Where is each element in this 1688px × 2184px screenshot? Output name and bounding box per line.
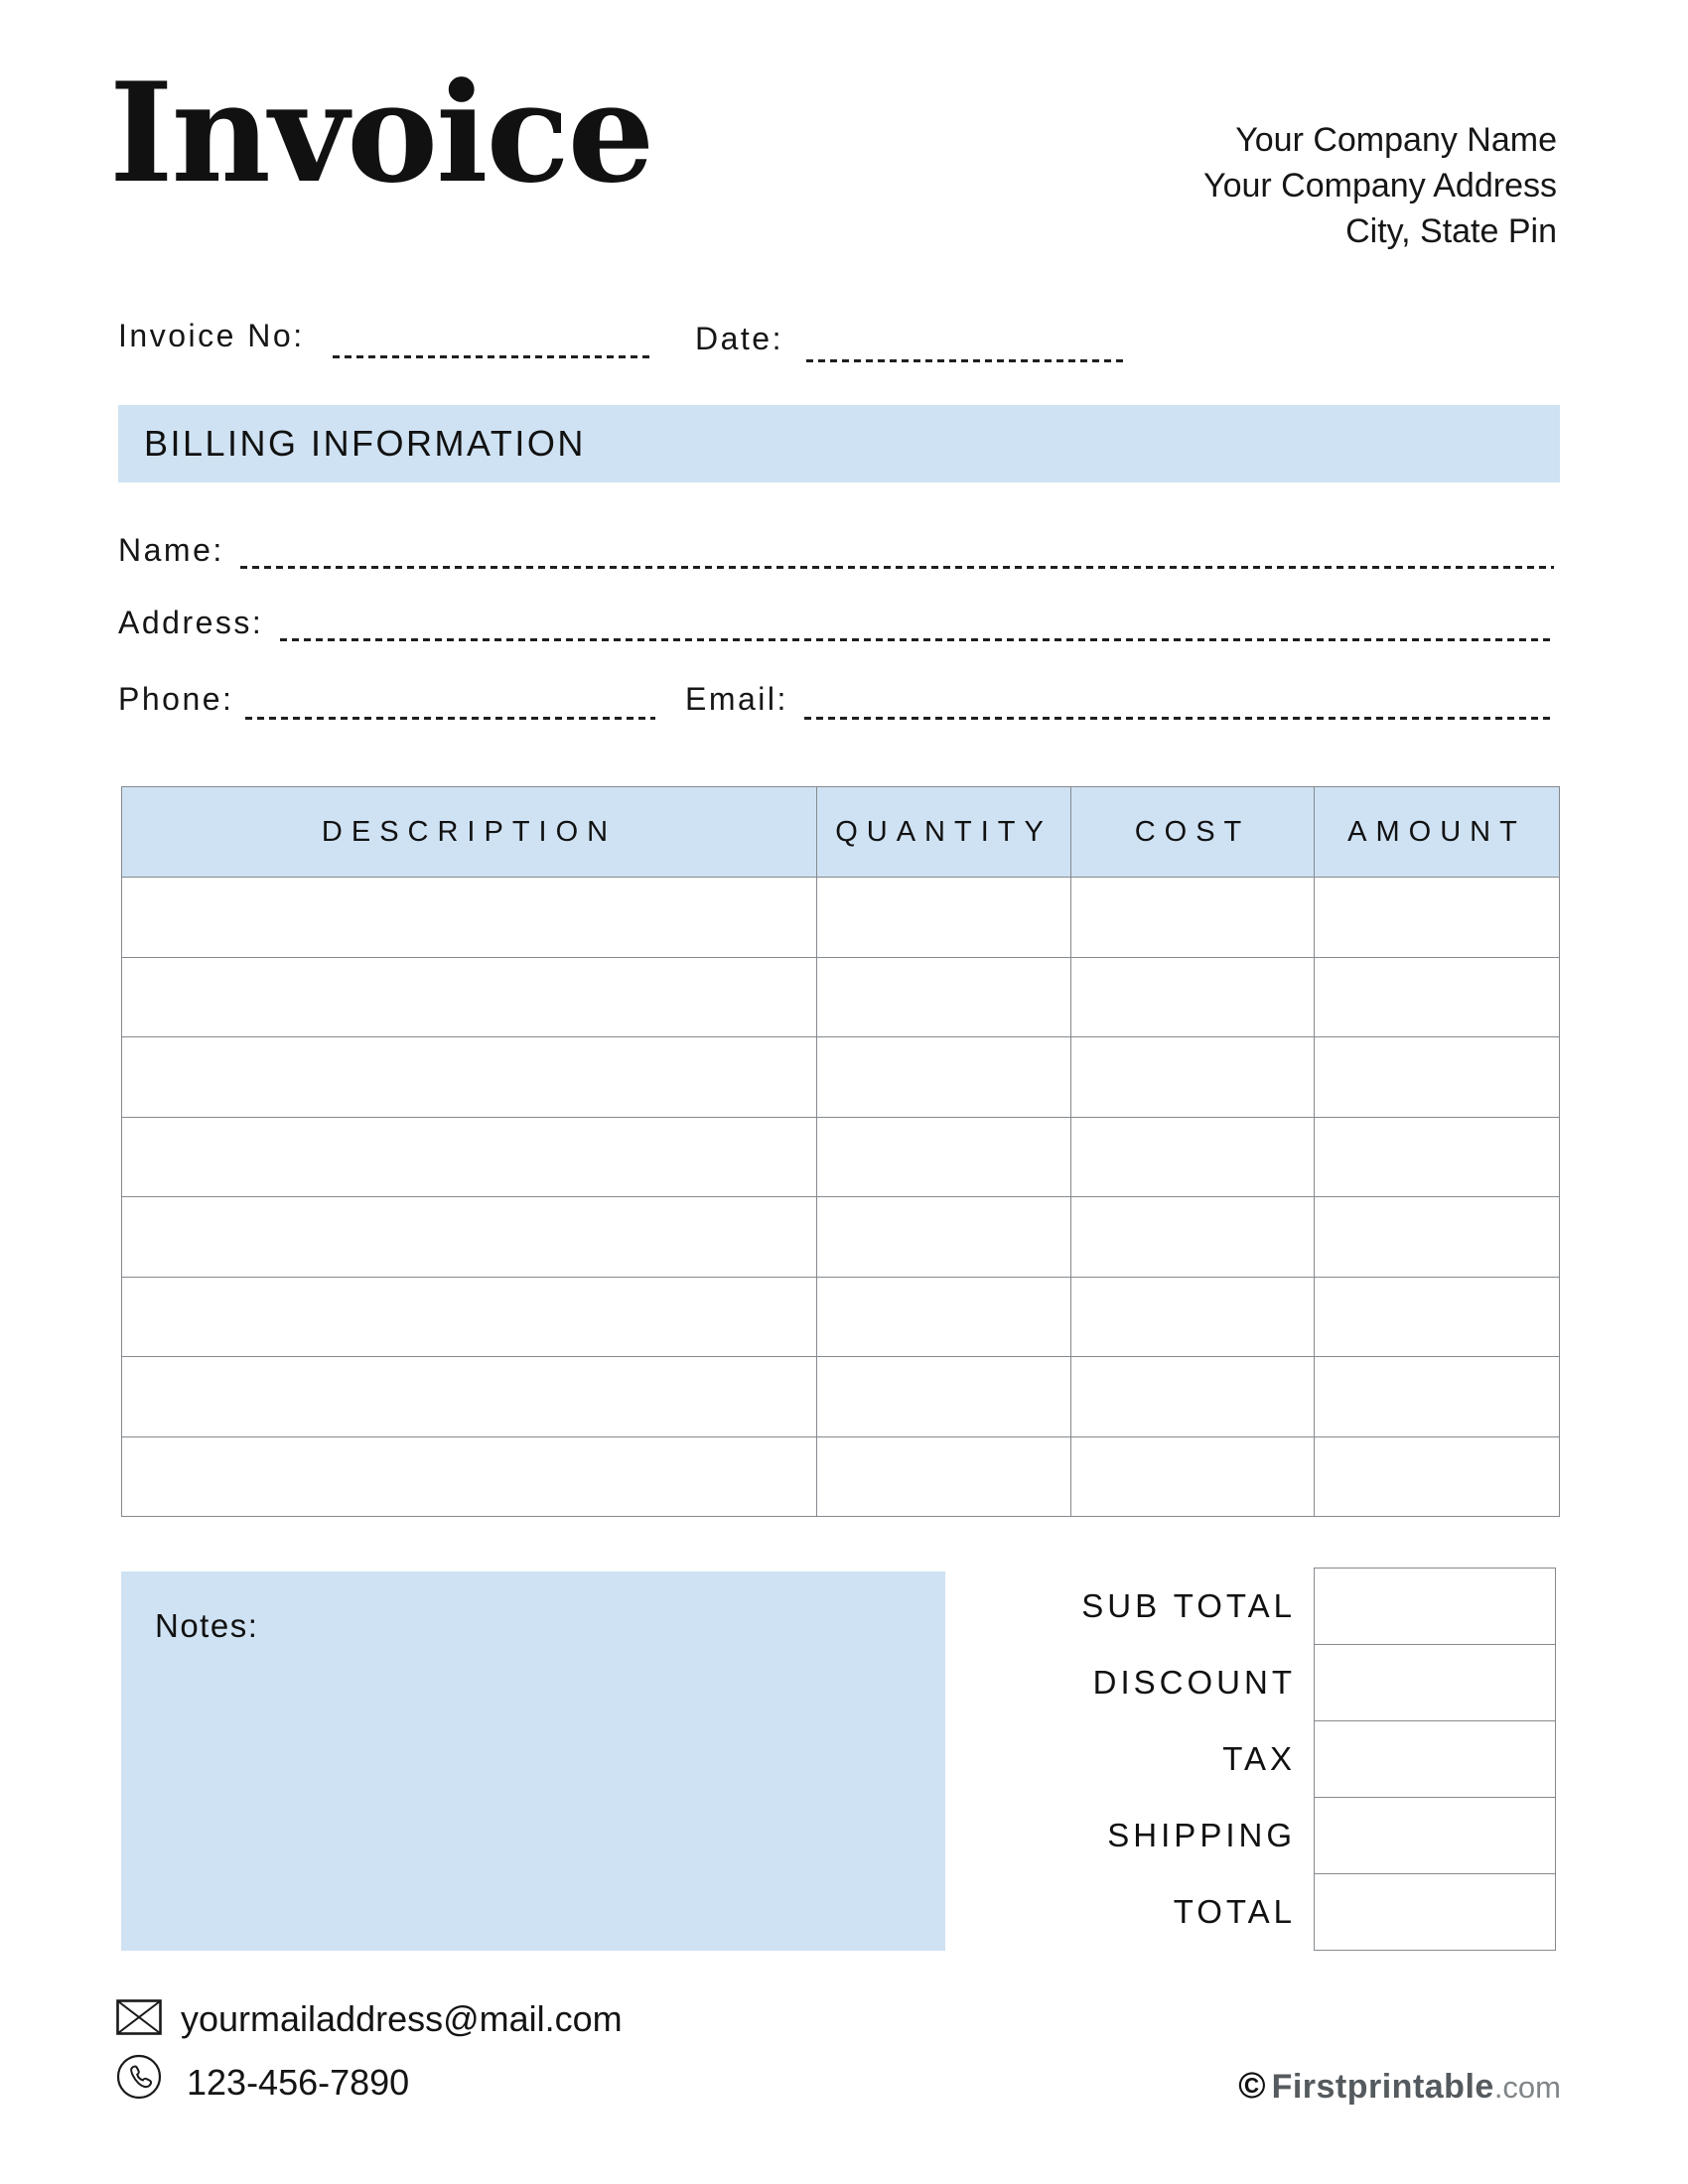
cell-cost[interactable]	[1071, 1277, 1315, 1357]
table-row	[122, 1357, 1560, 1437]
cell-quantity[interactable]	[817, 1117, 1071, 1197]
phone-label: Phone:	[118, 681, 234, 717]
company-city-state: City, State Pin	[1345, 212, 1557, 250]
table-row	[122, 1277, 1560, 1357]
cell-amount[interactable]	[1315, 1037, 1560, 1118]
subtotal-label: SUB TOTAL	[1081, 1587, 1296, 1624]
cell-cost[interactable]	[1071, 957, 1315, 1037]
cell-amount[interactable]	[1315, 878, 1560, 958]
table-header-row	[122, 787, 1560, 878]
cell-amount[interactable]	[1315, 1436, 1560, 1517]
cell-description[interactable]	[122, 1197, 817, 1278]
cell-cost[interactable]	[1071, 878, 1315, 958]
email-icon	[116, 1999, 162, 2040]
cell-description[interactable]	[122, 878, 817, 958]
cell-description[interactable]	[122, 1277, 817, 1357]
email-label: Email:	[685, 681, 788, 717]
notes-label: Notes:	[155, 1607, 259, 1644]
cell-cost[interactable]	[1071, 1436, 1315, 1517]
company-name: Your Company Name	[1235, 121, 1557, 159]
contact-phone[interactable]: 123-456-7890	[187, 2062, 410, 2103]
shipping-value-box[interactable]	[1314, 1797, 1556, 1874]
cell-quantity[interactable]	[817, 1436, 1071, 1517]
page-title: Invoice	[109, 52, 653, 213]
column-header-quantity: QUANTITY	[817, 787, 1071, 878]
table-row	[122, 1436, 1560, 1517]
name-label: Name:	[118, 532, 224, 568]
column-header-description: DESCRIPTION	[122, 787, 817, 878]
cell-quantity[interactable]	[817, 1037, 1071, 1118]
cell-description[interactable]	[122, 1357, 817, 1437]
cell-quantity[interactable]	[817, 957, 1071, 1037]
cell-amount[interactable]	[1315, 1277, 1560, 1357]
cell-description[interactable]	[122, 957, 817, 1037]
brand-name: Firstprintable	[1271, 2068, 1494, 2106]
invoice-no-label: Invoice No:	[118, 318, 305, 353]
cell-cost[interactable]	[1071, 1197, 1315, 1278]
email-field-line[interactable]	[804, 717, 1554, 720]
column-header-amount: AMOUNT	[1315, 787, 1560, 878]
invoice-no-field-line[interactable]	[333, 355, 650, 358]
cell-amount[interactable]	[1315, 957, 1560, 1037]
date-field-line[interactable]	[806, 359, 1124, 362]
table-row	[122, 957, 1560, 1037]
total-label: TOTAL	[1173, 1893, 1296, 1930]
table-row	[122, 1037, 1560, 1118]
cell-amount[interactable]	[1315, 1357, 1560, 1437]
table-row	[122, 878, 1560, 958]
cell-amount[interactable]	[1315, 1117, 1560, 1197]
subtotal-value-box[interactable]	[1314, 1568, 1556, 1645]
totals-labels	[794, 1568, 1296, 1950]
cell-amount[interactable]	[1315, 1197, 1560, 1278]
cell-cost[interactable]	[1071, 1357, 1315, 1437]
table-row	[122, 1197, 1560, 1278]
date-label: Date:	[695, 321, 783, 356]
table-row	[122, 1117, 1560, 1197]
contact-email[interactable]: yourmailaddress@mail.com	[181, 1998, 623, 2039]
totals-boxes	[1314, 1568, 1556, 1951]
company-info-block	[1203, 117, 1557, 254]
address-label: Address:	[118, 605, 264, 640]
phone-field-line[interactable]	[245, 717, 655, 720]
brand-suffix: .com	[1493, 2070, 1561, 2105]
cell-quantity[interactable]	[817, 878, 1071, 958]
line-items-table	[121, 786, 1560, 1517]
name-field-line[interactable]	[240, 566, 1554, 569]
cell-quantity[interactable]	[817, 1277, 1071, 1357]
discount-value-box[interactable]	[1314, 1644, 1556, 1721]
cell-description[interactable]	[122, 1436, 817, 1517]
total-value-box[interactable]	[1314, 1873, 1556, 1951]
copyright-icon: ©	[1238, 2065, 1266, 2106]
billing-information-heading: BILLING INFORMATION	[118, 405, 1560, 482]
tax-value-box[interactable]	[1314, 1720, 1556, 1798]
cell-description[interactable]	[122, 1117, 817, 1197]
shipping-label: SHIPPING	[1107, 1817, 1296, 1853]
company-address: Your Company Address	[1203, 167, 1557, 205]
cell-quantity[interactable]	[817, 1197, 1071, 1278]
tax-label: TAX	[1222, 1740, 1296, 1777]
cell-description[interactable]	[122, 1037, 817, 1118]
firstprintable-logo	[1238, 2065, 1561, 2107]
cell-cost[interactable]	[1071, 1037, 1315, 1118]
address-field-line[interactable]	[280, 638, 1554, 641]
cell-quantity[interactable]	[817, 1357, 1071, 1437]
discount-label: DISCOUNT	[1092, 1664, 1296, 1701]
phone-icon	[115, 2053, 163, 2106]
column-header-cost: COST	[1071, 787, 1315, 878]
cell-cost[interactable]	[1071, 1117, 1315, 1197]
